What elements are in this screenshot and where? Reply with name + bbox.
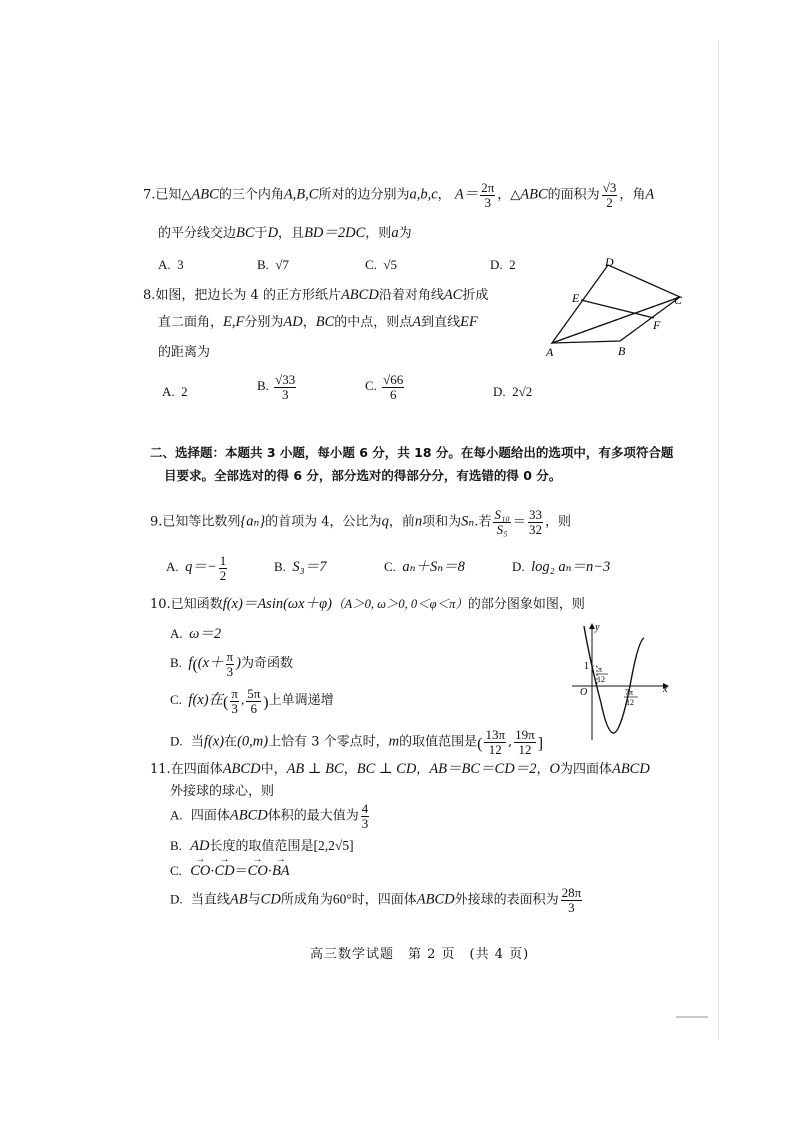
q7-text: 为: [398, 226, 412, 241]
option-text: 所成角为: [280, 892, 333, 908]
label-12: 12: [626, 698, 634, 707]
fraction-33-32: [528, 508, 543, 536]
q11-option-d: [170, 886, 584, 914]
q7-text: ，且: [278, 226, 305, 241]
label-a: A: [546, 345, 554, 359]
option-value: 2: [509, 257, 516, 272]
frac-num: 19π: [515, 727, 535, 742]
q8-text: 的中点，则点: [334, 315, 413, 330]
var-o: O: [549, 761, 560, 777]
expr-close: ): [236, 655, 241, 672]
q7-text: ，则: [365, 226, 392, 241]
q8-line3: [158, 343, 210, 363]
expr-open: (x＋: [197, 655, 224, 672]
q8-text: 折成: [462, 288, 489, 303]
q9-option-a: [166, 554, 229, 582]
option-letter: C.: [365, 257, 377, 272]
var-bd-eq: BD＝2DC: [304, 225, 366, 241]
frac-num: π: [231, 686, 238, 701]
option-letter: D.: [170, 733, 183, 749]
q11-number: 11.: [150, 762, 171, 777]
label-x: x: [663, 684, 668, 695]
frac-den: 12: [488, 741, 502, 757]
option-text: 在: [224, 734, 238, 750]
frac-num: 33: [528, 507, 542, 522]
option-prefix: f(x)在: [188, 692, 224, 709]
var-ad: AD: [190, 838, 210, 854]
condition-1: AB ⊥ BC: [286, 761, 344, 777]
q7-text: 已知: [155, 187, 182, 203]
vector-co: → CO: [190, 861, 210, 881]
q11-line1: [150, 759, 650, 780]
q9-text: 项和为: [422, 514, 462, 530]
option-letter: A.: [166, 559, 179, 575]
option-letter: D.: [490, 257, 503, 272]
q8-option-d: [493, 382, 532, 402]
option-text: 为奇函数: [240, 656, 293, 672]
var-abcd: ABCD: [222, 761, 261, 777]
q11-line2: [170, 782, 274, 802]
option-letter: A.: [170, 626, 183, 641]
q7-line1: [143, 181, 654, 209]
frac-den: 32: [528, 521, 542, 537]
frac-den: 3: [281, 386, 289, 402]
frac-den: 6: [389, 386, 397, 402]
q7-text: 于: [254, 226, 268, 241]
label-7pi: 7π: [625, 688, 634, 697]
frac-num: 28π: [561, 885, 582, 900]
q8-text: 直二面角，: [158, 315, 224, 330]
equals: ＝: [234, 864, 248, 879]
condition-3: AB＝BC＝CD＝2: [429, 761, 537, 777]
q11-option-c: [170, 861, 290, 882]
option-text: 四面体: [190, 808, 230, 824]
q10-sine-graph: [562, 618, 674, 744]
q7-text: ，角: [619, 187, 646, 203]
option-text: 当: [190, 734, 204, 750]
var-ac: AC: [443, 287, 463, 303]
fraction-2pi-3: [480, 181, 495, 209]
option-text: 的取值范围是: [399, 734, 478, 750]
q7-text: 的三个内角: [218, 187, 284, 203]
condition-2: BC ⊥ CD: [356, 761, 417, 777]
fraction-s10-s5: [493, 508, 511, 536]
option-letter: D.: [512, 559, 525, 574]
option-value: S₃＝7: [292, 559, 327, 575]
q10-text: 的部分图象如图，则: [467, 597, 585, 612]
frac-num: 1: [219, 553, 227, 568]
q7-text: 的面积为: [547, 187, 600, 203]
var-cd: CD: [260, 891, 281, 908]
q11-text: 中，: [260, 762, 287, 777]
var-ef-line: EF: [460, 314, 478, 330]
option-text: 与: [247, 892, 261, 908]
option-letter: B.: [257, 378, 269, 394]
var-ab: AB: [229, 891, 248, 908]
var-sequence: {aₙ}: [240, 513, 266, 530]
option-letter: B.: [274, 559, 286, 574]
q9-text: 已知等比数列: [162, 514, 241, 530]
triangle-symbol: △: [181, 187, 192, 203]
q7-number: 7.: [143, 187, 156, 203]
fraction-pi-3: [226, 650, 235, 678]
q10-option-a: [170, 624, 221, 644]
section2-text: 目要求。全部选对的得 6 分，部分选对的得部分分，有选错的得 0 分。: [164, 468, 562, 483]
option-letter: D.: [493, 384, 506, 399]
option-letter: C.: [170, 692, 182, 708]
q10-line1: [150, 594, 585, 615]
frac-den: S₅: [496, 521, 508, 537]
vector-cd: → CD: [214, 861, 234, 881]
option-text: 上恰有 3 个零点时，: [268, 734, 389, 750]
q10-text: 已知函数: [170, 597, 223, 612]
q8-text: 到直线: [421, 315, 461, 330]
q8-number: 8.: [143, 288, 156, 303]
option-letter: B.: [257, 257, 269, 272]
fraction-sqrt33-3: [274, 373, 296, 401]
fraction-sqrt3-2: [602, 181, 618, 209]
q10-number: 10.: [150, 597, 171, 612]
frac-num: π: [226, 649, 234, 664]
frac-den: 2: [219, 567, 227, 583]
label-e: E: [572, 291, 580, 305]
frac-den: 12: [518, 741, 532, 757]
q8-line1: [143, 285, 488, 306]
q9-text: .若: [474, 514, 492, 530]
q9-line1: [150, 508, 571, 536]
fraction-sqrt66-6: [382, 373, 404, 401]
section2-text: 二、选择题：本题共 3 小题，每小题 6 分，共 18 分。在每小题给出的选项中，有多项符合题: [150, 445, 674, 460]
q8-text: 的距离为: [158, 345, 211, 360]
footer-text: 高三数学试题 第 2 页 (共 4 页): [310, 947, 530, 962]
func-fx: f(x): [203, 733, 225, 750]
option-letter: A.: [170, 807, 183, 823]
q8-line2: [158, 312, 478, 333]
var-d: D: [267, 225, 279, 241]
option-letter: B.: [170, 655, 182, 671]
label-b: B: [618, 344, 626, 358]
q8-text: 沿着对角线: [378, 288, 444, 303]
frac-den: 2: [606, 194, 613, 210]
var-m: m: [388, 733, 400, 750]
q9-text: ，则: [544, 514, 571, 530]
frac-den: 3: [361, 815, 369, 831]
q11-text: 在四面体: [170, 762, 223, 777]
dot-operator: ·: [210, 864, 215, 879]
q7-text: 所对的边分别为: [318, 187, 410, 203]
q9-option-d: [512, 557, 610, 577]
range-value: [2,2√5]: [313, 838, 354, 853]
scan-smudge: [676, 1016, 708, 1018]
equals: ＝: [512, 514, 526, 530]
label-d: D: [605, 255, 614, 269]
q9-text: ，前: [388, 514, 415, 530]
function-expression: f(x)＝Asin(ωx＋φ): [222, 596, 332, 612]
q8-text: ，: [302, 315, 316, 330]
var-q: q: [381, 513, 389, 530]
var-a-eq: A＝: [454, 186, 479, 203]
option-text: 外接球的表面积为: [454, 892, 559, 908]
sine-curve: [584, 626, 644, 733]
frac-num: √66: [383, 372, 404, 387]
option-value: 3: [177, 257, 184, 272]
var-abcd: ABCD: [229, 807, 268, 824]
var-ad: AD: [283, 314, 303, 330]
option-value: √7: [275, 257, 290, 272]
interval: (0,m): [237, 733, 269, 750]
option-letter: A.: [162, 384, 175, 399]
q9-number: 9.: [150, 514, 163, 530]
angle-value: 60°: [332, 891, 352, 907]
q9-option-c: [384, 557, 465, 577]
var-abcd: ABCD: [611, 761, 650, 777]
option-letter: B.: [170, 838, 182, 853]
option-value: 2: [181, 384, 188, 399]
punct: ，: [416, 762, 430, 777]
var-a-small: a: [391, 225, 399, 241]
option-letter: C.: [384, 559, 396, 574]
frac-num: 4: [361, 801, 369, 816]
q7-option-a: [158, 255, 184, 275]
option-text: 时，四面体: [351, 892, 417, 908]
func-f: f: [188, 655, 193, 672]
var-abcd: ABCD: [416, 891, 455, 908]
option-value: aₙ＋Sₙ＝8: [402, 559, 465, 575]
option-value: ω＝2: [189, 626, 222, 642]
q11-option-a: [170, 802, 371, 830]
frac-den: 3: [231, 700, 238, 716]
frac-den: 3: [226, 663, 234, 679]
vector-co: → CO: [248, 861, 268, 881]
q8-text: 如图，把边长为 4 的正方形纸片: [155, 288, 341, 303]
option-letter: C.: [365, 378, 377, 394]
var-angles: A,B,C: [283, 186, 319, 203]
punct: ，: [497, 187, 511, 203]
var-ef: E,F: [223, 314, 245, 330]
option-letter: C.: [170, 863, 182, 878]
punct: ，: [536, 762, 550, 777]
var-sides: a,b,c: [409, 186, 438, 203]
q7-text: 的平分线交边: [158, 226, 237, 241]
fraction-1-2: [219, 554, 228, 582]
option-prefix: q＝−: [185, 559, 217, 576]
frac-num: 5π: [247, 686, 261, 701]
fraction-4-3: [361, 802, 370, 830]
var-bc: BC: [236, 225, 255, 241]
option-text: 上单调递增: [268, 693, 334, 709]
fraction-13pi-12: [484, 728, 506, 756]
label-c: C: [674, 293, 683, 307]
q11-text: 为四面体: [559, 762, 612, 777]
fraction-pi-3: [230, 687, 239, 715]
option-value: 2√2: [512, 384, 533, 399]
q11-text: 外接球的球心，则: [170, 784, 275, 799]
option-letter: A.: [158, 257, 171, 272]
option-value: √5: [383, 257, 398, 272]
option-text: 体积的最大值为: [267, 808, 359, 824]
dot-operator: ·: [267, 864, 272, 879]
frac-num: 2π: [481, 180, 495, 195]
q8-option-a: [162, 382, 188, 402]
q7-line2: [158, 223, 412, 244]
section2-heading-line1: [150, 443, 673, 463]
frac-den: 3: [484, 194, 491, 210]
label-y: y: [595, 622, 600, 633]
var-bc: BC: [315, 314, 335, 330]
var-sn: Sₙ: [461, 513, 475, 530]
q9-option-b: [274, 557, 326, 577]
fraction-19pi-12: [514, 728, 536, 756]
punct: ，: [343, 762, 357, 777]
q10-option-b: B. f((x＋ $\frac{\pi}{3}$ )为奇函数: [170, 649, 293, 679]
frac-den: 3: [568, 899, 575, 915]
q10-option-c: C. f(x)在( $\frac{\pi}{3}$ , $\frac{5\pi}{6}$ )上单调递增: [170, 686, 334, 716]
frac-num: 13π: [485, 727, 506, 742]
option-value: log₂ aₙ＝n−3: [531, 559, 611, 575]
q8-text: 分别为: [244, 315, 284, 330]
page-footer: [310, 943, 529, 962]
var-a: A: [645, 186, 655, 203]
triangle-symbol: △: [510, 187, 521, 203]
option-text: 长度的取值范围是: [209, 839, 314, 854]
section2-heading-line2: [164, 466, 561, 486]
fraction-5pi-6: [246, 687, 261, 715]
fraction-28pi-3: [561, 886, 583, 914]
q7-option-c: [365, 255, 397, 275]
scan-edge-line: [718, 40, 719, 1040]
q9-text: 的首项为 4，公比为: [265, 514, 382, 530]
var-abc: ABC: [520, 186, 548, 203]
var-abc: ABC: [191, 186, 219, 203]
q7-option-b: [257, 255, 289, 275]
q8-option-b: [257, 373, 298, 401]
frac-num: √3: [602, 180, 617, 195]
frac-num: S₁₀: [494, 507, 510, 522]
label-pi: π: [598, 665, 603, 674]
var-abcd: ABCD: [340, 287, 379, 303]
frac-num: √33: [275, 372, 296, 387]
q7-option-d: [490, 255, 516, 275]
label-f: F: [653, 318, 661, 332]
segment-ef: [581, 300, 654, 318]
q8-option-c: [365, 373, 406, 401]
label-12: 12: [597, 675, 605, 684]
q8-folded-square-figure: [540, 255, 700, 360]
option-text: 当直线: [190, 892, 230, 908]
label-one: 1: [584, 661, 589, 672]
punct: ，: [437, 187, 451, 203]
frac-den: 6: [250, 700, 257, 716]
vector-ba: → BA: [272, 861, 290, 881]
function-conditions: （A＞0, ω＞0, 0＜φ＜π）: [331, 597, 468, 611]
option-letter: D.: [170, 891, 183, 907]
var-a: A: [412, 314, 422, 330]
var-n: n: [414, 513, 423, 530]
label-origin: O: [580, 687, 588, 698]
q10-option-d: D. 当f(x)在(0,m)上恰有 3 个零点时，m的取值范围是( $\frac{13\pi}{12}$ , $\frac{19\pi}{12}$ ]: [170, 727, 544, 757]
